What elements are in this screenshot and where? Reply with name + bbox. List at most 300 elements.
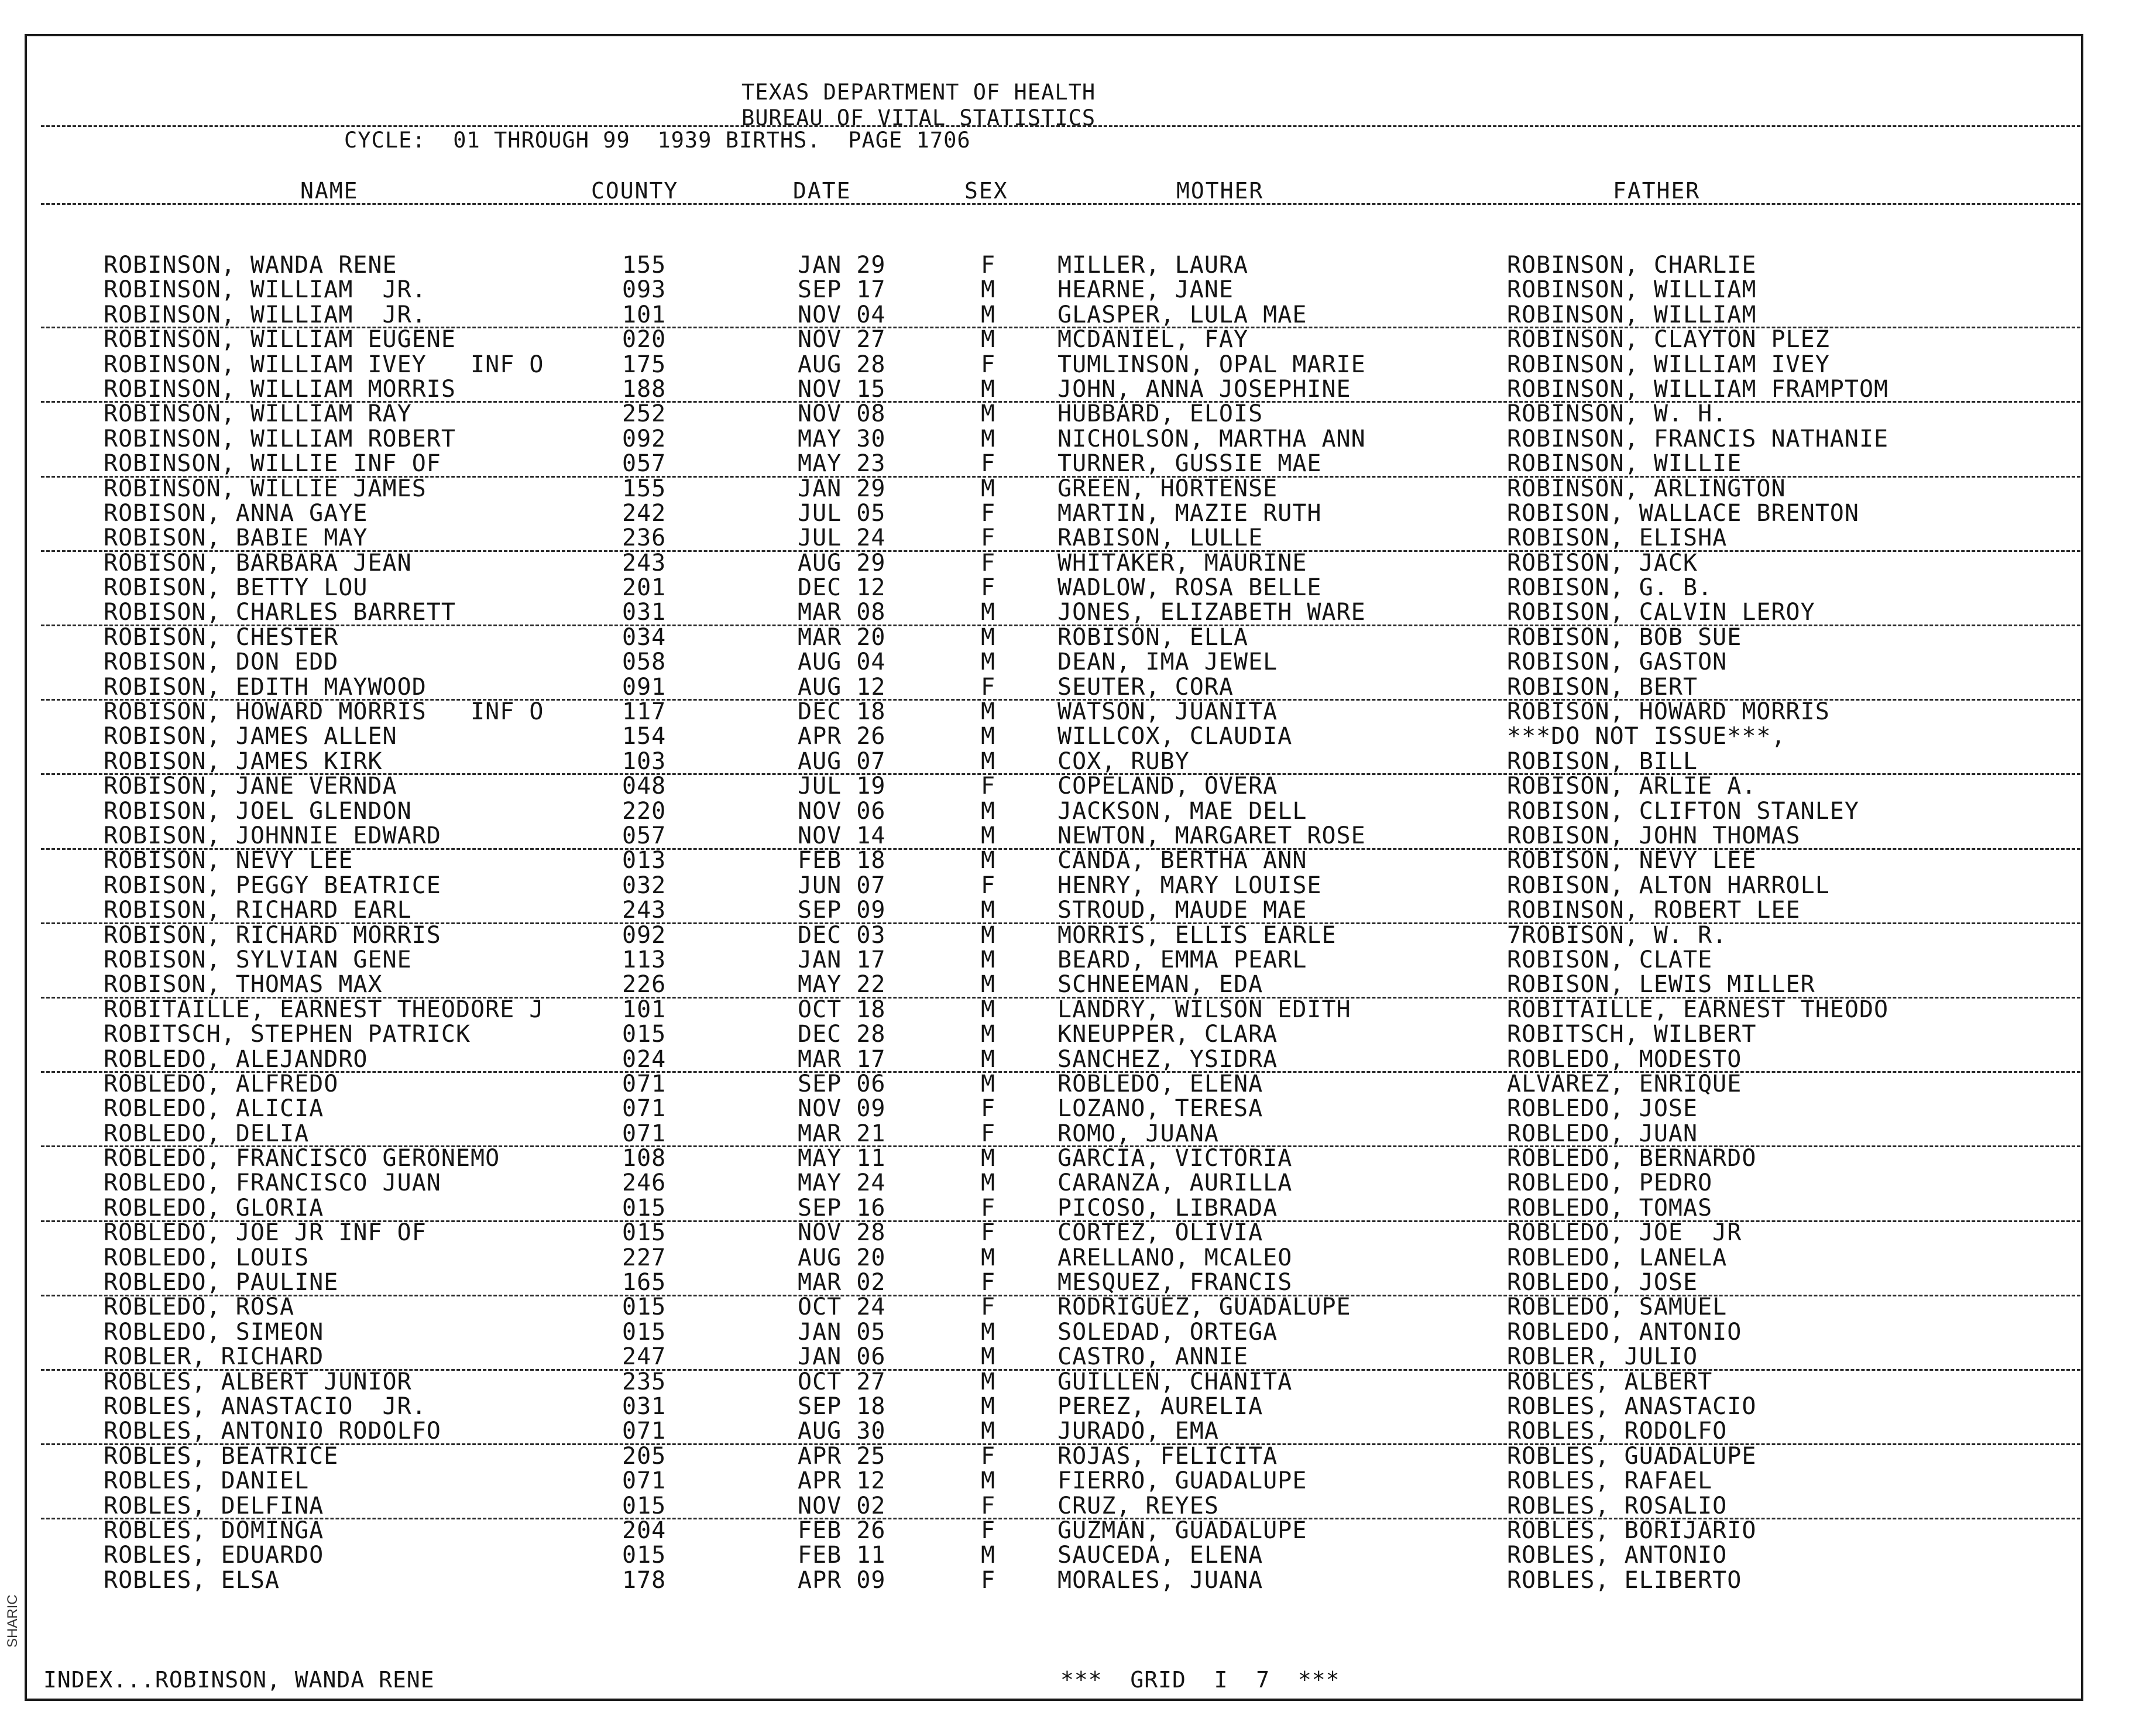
table-row <box>0 402 2153 426</box>
cell-county: 165 <box>622 1269 667 1296</box>
cell-mother: TUMLINSON, OPAL MARIE <box>1057 351 1366 378</box>
cell-mother: PICOSO, LIBRADA <box>1057 1194 1278 1222</box>
cell-father: ROBINSON, WILLIAM <box>1507 276 1757 304</box>
cell-sex: F <box>981 1095 996 1123</box>
cell-father: ROBISON, ALTON HARROLL <box>1507 872 1830 899</box>
table-row <box>0 799 2153 824</box>
cell-father: ROBISON, NEVY LEE <box>1507 847 1757 874</box>
cell-father: ROBLES, ANTONIO <box>1507 1542 1728 1569</box>
table-row <box>0 1370 2153 1394</box>
cell-date: DEC 12 <box>798 574 886 602</box>
cell-mother: ARELLANO, MCALEO <box>1057 1244 1293 1271</box>
cell-name: ROBINSON, WILLIAM JR. <box>104 301 427 328</box>
cell-sex: M <box>981 847 996 874</box>
cell-mother: DEAN, IMA JEWEL <box>1057 649 1278 676</box>
cell-name: ROBLEDO, DELIA <box>104 1120 310 1147</box>
cell-father: ROBINSON, CLAYTON PLEZ <box>1507 326 1830 354</box>
cell-mother: RABISON, LULLE <box>1057 524 1263 552</box>
table-row <box>0 923 2153 948</box>
cell-sex: M <box>981 723 996 750</box>
table-row <box>0 898 2153 922</box>
cell-date: MAR 17 <box>798 1045 886 1073</box>
cell-father: ROBISON, JOHN THOMAS <box>1507 822 1801 849</box>
table-row <box>0 1419 2153 1443</box>
cell-sex: M <box>981 400 996 428</box>
cell-mother: SANCHEZ, YSIDRA <box>1057 1045 1278 1073</box>
cell-county: 155 <box>622 252 667 279</box>
cell-mother: CARANZA, AURILLA <box>1057 1169 1293 1197</box>
cell-county: 178 <box>622 1566 667 1594</box>
cell-date: FEB 26 <box>798 1517 886 1544</box>
cell-name: ROBLEDO, GLORIA <box>104 1194 324 1222</box>
cell-date: NOV 27 <box>798 326 886 354</box>
table-row <box>0 551 2153 575</box>
cell-name: ROBISON, BARBARA JEAN <box>104 549 412 577</box>
cell-name: ROBLES, ANTONIO RODOLFO <box>104 1418 441 1445</box>
cell-county: 201 <box>622 574 667 602</box>
cell-father: ROBLEDO, TOMAS <box>1507 1194 1713 1222</box>
cell-name: ROBISON, DON EDD <box>104 649 339 676</box>
cell-name: ROBITAILLE, EARNEST THEODORE J <box>104 996 544 1023</box>
cell-father: ROBISON, CALVIN LEROY <box>1507 599 1815 626</box>
cell-name: ROBINSON, WILLIAM IVEY INF O <box>104 351 544 378</box>
cell-date: OCT 24 <box>798 1294 886 1321</box>
cell-date: AUG 29 <box>798 549 886 577</box>
cell-father: ROBISON, WALLACE BRENTON <box>1507 499 1859 527</box>
cell-name: ROBISON, RICHARD MORRIS <box>104 921 441 949</box>
table-row <box>0 650 2153 674</box>
cell-father: ROBLEDO, LANELA <box>1507 1244 1728 1271</box>
cell-father: ROBISON, BILL <box>1507 747 1698 775</box>
cell-county: 031 <box>622 1392 667 1420</box>
cell-date: AUG 20 <box>798 1244 886 1271</box>
cell-sex: M <box>981 797 996 825</box>
cell-mother: CORTEZ, OLIVIA <box>1057 1219 1263 1247</box>
cell-date: SEP 09 <box>798 897 886 924</box>
cell-date: FEB 11 <box>798 1542 886 1569</box>
cell-mother: HUBBARD, ELOIS <box>1057 400 1263 428</box>
cell-sex: M <box>981 1021 996 1048</box>
cell-sex: M <box>981 375 996 403</box>
cell-name: ROBISON, JAMES ALLEN <box>104 723 397 750</box>
cell-name: ROBITSCH, STEPHEN PATRICK <box>104 1021 471 1048</box>
cell-date: NOV 08 <box>798 400 886 428</box>
cell-county: 015 <box>622 1294 667 1321</box>
cell-father: ROBLES, ROSALIO <box>1507 1492 1728 1519</box>
cell-father: ROBLES, GUADALUPE <box>1507 1442 1757 1470</box>
cell-county: 071 <box>622 1418 667 1445</box>
table-row <box>0 451 2153 476</box>
column-header-divider <box>41 203 2080 205</box>
cell-county: 117 <box>622 698 667 726</box>
cell-mother: NEWTON, MARGARET ROSE <box>1057 822 1366 849</box>
cell-date: MAY 30 <box>798 425 886 452</box>
cell-mother: CRUZ, REYES <box>1057 1492 1219 1519</box>
cell-father: ROBINSON, FRANCIS NATHANIE <box>1507 425 1889 452</box>
table-row <box>0 501 2153 526</box>
cell-mother: GLASPER, LULA MAE <box>1057 301 1307 328</box>
cell-county: 220 <box>622 797 667 825</box>
cell-father: ROBLEDO, ANTONIO <box>1507 1318 1742 1346</box>
cell-county: 015 <box>622 1194 667 1222</box>
cell-name: ROBISON, CHESTER <box>104 623 339 651</box>
cell-date: NOV 04 <box>798 301 886 328</box>
cell-county: 247 <box>622 1343 667 1371</box>
cell-name: ROBISON, SYLVIAN GENE <box>104 946 412 973</box>
cell-date: JAN 29 <box>798 252 886 279</box>
cell-sex: F <box>981 1517 996 1544</box>
cell-county: 243 <box>622 549 667 577</box>
table-row <box>0 724 2153 749</box>
cell-mother: SOLEDAD, ORTEGA <box>1057 1318 1278 1346</box>
cell-name: ROBISON, THOMAS MAX <box>104 971 383 999</box>
cell-county: 071 <box>622 1120 667 1147</box>
cell-name: ROBLES, DELFINA <box>104 1492 324 1519</box>
cell-county: 092 <box>622 425 667 452</box>
column-header-name: NAME <box>300 178 359 204</box>
cell-sex: F <box>981 351 996 378</box>
cell-father: ROBISON, HOWARD MORRIS <box>1507 698 1830 726</box>
cell-date: JAN 05 <box>798 1318 886 1346</box>
column-header-county: COUNTY <box>591 178 679 204</box>
cell-sex: F <box>981 574 996 602</box>
cell-mother: JACKSON, MAE DELL <box>1057 797 1307 825</box>
cell-name: ROBISON, HOWARD MORRIS INF O <box>104 698 544 726</box>
cell-date: APR 12 <box>798 1467 886 1495</box>
cell-county: 103 <box>622 747 667 775</box>
cell-date: NOV 06 <box>798 797 886 825</box>
table-row <box>0 997 2153 1022</box>
cell-mother: ROJAS, FELICITA <box>1057 1442 1278 1470</box>
cell-date: JUL 24 <box>798 524 886 552</box>
cell-mother: PEREZ, AURELIA <box>1057 1392 1263 1420</box>
cell-county: 226 <box>622 971 667 999</box>
cell-mother: LANDRY, WILSON EDITH <box>1057 996 1351 1023</box>
cell-name: ROBINSON, WILLIE INF OF <box>104 450 441 478</box>
cell-name: ROBLES, ANASTACIO JR. <box>104 1392 427 1420</box>
cell-sex: M <box>981 921 996 949</box>
cell-name: ROBLEDO, FRANCISCO JUAN <box>104 1169 441 1197</box>
cell-mother: JURADO, EMA <box>1057 1418 1219 1445</box>
cell-father: ROBISON, GASTON <box>1507 649 1728 676</box>
cell-sex: M <box>981 897 996 924</box>
table-row <box>0 774 2153 798</box>
cell-mother: JOHN, ANNA JOSEPHINE <box>1057 375 1351 403</box>
cell-date: JAN 17 <box>798 946 886 973</box>
cell-sex: F <box>981 1120 996 1147</box>
cell-name: ROBLEDO, ROSA <box>104 1294 295 1321</box>
header-divider <box>41 125 2080 127</box>
cell-father: ROBINSON, ROBERT LEE <box>1507 897 1801 924</box>
cell-father: ROBISON, BOB SUE <box>1507 623 1742 651</box>
cell-father: ROBINSON, CHARLIE <box>1507 252 1757 279</box>
cell-county: 015 <box>622 1542 667 1569</box>
cell-mother: CANDA, BERTHA ANN <box>1057 847 1307 874</box>
table-row <box>0 1047 2153 1072</box>
cell-county: 227 <box>622 1244 667 1271</box>
cell-date: FEB 18 <box>798 847 886 874</box>
cell-sex: M <box>981 301 996 328</box>
cell-sex: M <box>981 1392 996 1420</box>
cell-county: 101 <box>622 301 667 328</box>
cell-name: ROBLES, ALBERT JUNIOR <box>104 1368 412 1395</box>
cell-mother: ROBISON, ELLA <box>1057 623 1249 651</box>
cell-name: ROBINSON, WILLIAM JR. <box>104 276 427 304</box>
cell-mother: MORRIS, ELLIS EARLE <box>1057 921 1337 949</box>
cell-name: ROBLEDO, PAULINE <box>104 1269 339 1296</box>
table-row <box>0 1096 2153 1121</box>
cell-sex: M <box>981 996 996 1023</box>
table-row <box>0 1568 2153 1593</box>
cell-father: ROBISON, LEWIS MILLER <box>1507 971 1815 999</box>
index-footer: INDEX...ROBINSON, WANDA RENE <box>43 1667 435 1693</box>
cell-mother: HENRY, MARY LOUISE <box>1057 872 1322 899</box>
cell-date: SEP 06 <box>798 1070 886 1097</box>
cell-sex: F <box>981 872 996 899</box>
cell-father: ROBINSON, WILLIE <box>1507 450 1742 478</box>
cell-sex: F <box>981 549 996 577</box>
cell-sex: F <box>981 252 996 279</box>
cell-date: JAN 29 <box>798 475 886 502</box>
cell-name: ROBINSON, WILLIAM EUGENE <box>104 326 456 354</box>
cell-father: ROBISON, BERT <box>1507 673 1698 701</box>
cell-date: APR 09 <box>798 1566 886 1594</box>
table-row <box>0 699 2153 724</box>
cell-father: ROBISON, CLIFTON STANLEY <box>1507 797 1859 825</box>
cell-father: ROBINSON, WILLIAM <box>1507 301 1757 328</box>
cell-mother: ROMO, JUANA <box>1057 1120 1219 1147</box>
cell-name: ROBLEDO, FRANCISCO GERONEMO <box>104 1145 500 1172</box>
cell-date: AUG 07 <box>798 747 886 775</box>
cell-name: ROBISON, BABIE MAY <box>104 524 368 552</box>
table-row <box>0 377 2153 402</box>
table-row <box>0 352 2153 377</box>
cell-name: ROBLEDO, ALICIA <box>104 1095 324 1123</box>
table-row <box>0 1469 2153 1493</box>
cell-county: 155 <box>622 475 667 502</box>
cell-county: 175 <box>622 351 667 378</box>
table-row <box>0 1196 2153 1220</box>
cell-date: DEC 18 <box>798 698 886 726</box>
cell-sex: M <box>981 276 996 304</box>
cell-county: 071 <box>622 1467 667 1495</box>
cell-name: ROBISON, EDITH MAYWOOD <box>104 673 427 701</box>
cell-father: 7ROBISON, W. R. <box>1507 921 1728 949</box>
cell-county: 113 <box>622 946 667 973</box>
cell-sex: M <box>981 649 996 676</box>
table-row <box>0 1344 2153 1369</box>
cell-date: NOV 02 <box>798 1492 886 1519</box>
cell-sex: M <box>981 946 996 973</box>
cell-father: ROBITAILLE, EARNEST THEODO <box>1507 996 1889 1023</box>
cell-name: ROBLEDO, JOE JR INF OF <box>104 1219 427 1247</box>
cell-sex: F <box>981 673 996 701</box>
cell-mother: MILLER, LAURA <box>1057 252 1249 279</box>
cell-sex: M <box>981 425 996 452</box>
cell-mother: COX, RUBY <box>1057 747 1190 775</box>
table-row <box>0 824 2153 848</box>
table-row <box>0 948 2153 972</box>
cell-sex: M <box>981 1145 996 1172</box>
table-row <box>0 1543 2153 1567</box>
cell-sex: M <box>981 1343 996 1371</box>
cell-mother: MARTIN, MAZIE RUTH <box>1057 499 1322 527</box>
cell-name: ROBLES, ELSA <box>104 1566 280 1594</box>
cell-mother: GARCIA, VICTORIA <box>1057 1145 1293 1172</box>
cell-sex: F <box>981 1269 996 1296</box>
cell-county: 235 <box>622 1368 667 1395</box>
cell-sex: M <box>981 1070 996 1097</box>
cell-mother: SEUTER, CORA <box>1057 673 1234 701</box>
cell-name: ROBISON, JOHNNIE EDWARD <box>104 822 441 849</box>
cell-sex: M <box>981 1418 996 1445</box>
cell-county: 032 <box>622 872 667 899</box>
cell-county: 236 <box>622 524 667 552</box>
cell-name: ROBISON, NEVY LEE <box>104 847 353 874</box>
table-row <box>0 749 2153 774</box>
table-row <box>0 1518 2153 1543</box>
cell-date: SEP 16 <box>798 1194 886 1222</box>
cell-father: ROBLES, ELIBERTO <box>1507 1566 1742 1594</box>
cell-father: ROBINSON, ARLINGTON <box>1507 475 1786 502</box>
cell-date: OCT 18 <box>798 996 886 1023</box>
cell-date: AUG 04 <box>798 649 886 676</box>
cell-date: NOV 15 <box>798 375 886 403</box>
table-row <box>0 1444 2153 1469</box>
cell-name: ROBINSON, WILLIAM MORRIS <box>104 375 456 403</box>
cell-date: DEC 28 <box>798 1021 886 1048</box>
cell-name: ROBINSON, WILLIAM ROBERT <box>104 425 456 452</box>
cell-name: ROBLES, BEATRICE <box>104 1442 339 1470</box>
cell-mother: WHITAKER, MAURINE <box>1057 549 1307 577</box>
cell-father: ROBLEDO, JOSE <box>1507 1095 1698 1123</box>
cell-county: 058 <box>622 649 667 676</box>
cell-date: SEP 17 <box>798 276 886 304</box>
cell-sex: M <box>981 1045 996 1073</box>
cell-date: AUG 28 <box>798 351 886 378</box>
cell-mother: JONES, ELIZABETH WARE <box>1057 599 1366 626</box>
cell-sex: M <box>981 326 996 354</box>
cell-county: 071 <box>622 1095 667 1123</box>
table-row <box>0 1220 2153 1245</box>
cell-county: 034 <box>622 623 667 651</box>
cell-name: ROBISON, BETTY LOU <box>104 574 368 602</box>
cell-mother: RODRIGUEZ, GUADALUPE <box>1057 1294 1351 1321</box>
cell-date: MAR 02 <box>798 1269 886 1296</box>
cell-county: 154 <box>622 723 667 750</box>
cell-county: 057 <box>622 450 667 478</box>
department-title: TEXAS DEPARTMENT OF HEALTH <box>741 80 1096 105</box>
column-header-father: FATHER <box>1613 178 1701 204</box>
cell-county: 252 <box>622 400 667 428</box>
cell-name: ROBISON, JAMES KIRK <box>104 747 383 775</box>
cell-date: JAN 06 <box>798 1343 886 1371</box>
cell-father: ALVAREZ, ENRIQUE <box>1507 1070 1742 1097</box>
table-row <box>0 526 2153 550</box>
cell-county: 071 <box>622 1070 667 1097</box>
cell-mother: NICHOLSON, MARTHA ANN <box>1057 425 1366 452</box>
cell-sex: M <box>981 698 996 726</box>
cell-date: SEP 18 <box>798 1392 886 1420</box>
table-row <box>0 972 2153 997</box>
cell-sex: M <box>981 1467 996 1495</box>
table-row <box>0 277 2153 302</box>
cell-name: ROBISON, ANNA GAYE <box>104 499 368 527</box>
table-row <box>0 1394 2153 1419</box>
cell-father: ROBLES, RODOLFO <box>1507 1418 1728 1445</box>
cell-date: NOV 09 <box>798 1095 886 1123</box>
cell-county: 091 <box>622 673 667 701</box>
table-row <box>0 327 2153 352</box>
cell-sex: F <box>981 1294 996 1321</box>
cell-sex: F <box>981 1442 996 1470</box>
cell-name: ROBLEDO, ALFREDO <box>104 1070 339 1097</box>
cell-mother: WATSON, JUANITA <box>1057 698 1278 726</box>
cell-father: ROBISON, G. B. <box>1507 574 1713 602</box>
cell-sex: F <box>981 499 996 527</box>
cell-sex: F <box>981 1194 996 1222</box>
cell-father: ROBLEDO, BERNARDO <box>1507 1145 1757 1172</box>
cell-father: ROBLES, BORIJARIO <box>1507 1517 1757 1544</box>
table-row <box>0 303 2153 327</box>
cell-mother: HEARNE, JANE <box>1057 276 1234 304</box>
cell-mother: LOZANO, TERESA <box>1057 1095 1263 1123</box>
table-row <box>0 1246 2153 1270</box>
cell-county: 015 <box>622 1318 667 1346</box>
table-row <box>0 253 2153 277</box>
cell-father: ROBISON, CLATE <box>1507 946 1713 973</box>
cell-sex: M <box>981 971 996 999</box>
table-row <box>0 1171 2153 1195</box>
cell-mother: SCHNEEMAN, EDA <box>1057 971 1263 999</box>
cell-name: ROBLER, RICHARD <box>104 1343 324 1371</box>
cell-county: 015 <box>622 1021 667 1048</box>
cell-name: ROBISON, RICHARD EARL <box>104 897 412 924</box>
cell-mother: KNEUPPER, CLARA <box>1057 1021 1278 1048</box>
cell-date: MAY 22 <box>798 971 886 999</box>
side-mark: SHARIC <box>5 1594 20 1648</box>
cell-sex: F <box>981 773 996 800</box>
cell-date: OCT 27 <box>798 1368 886 1395</box>
cell-mother: COPELAND, OVERA <box>1057 773 1278 800</box>
cell-date: NOV 14 <box>798 822 886 849</box>
table-row <box>0 675 2153 699</box>
table-row <box>0 1494 2153 1518</box>
cell-date: JUL 05 <box>798 499 886 527</box>
cell-sex: M <box>981 1169 996 1197</box>
table-row <box>0 625 2153 650</box>
table-row <box>0 1121 2153 1146</box>
cell-sex: M <box>981 475 996 502</box>
records-table <box>0 253 2153 1593</box>
cell-mother: WILLCOX, CLAUDIA <box>1057 723 1293 750</box>
cell-father: ROBLEDO, SAMUEL <box>1507 1294 1728 1321</box>
column-header-sex: SEX <box>964 178 1008 204</box>
cell-county: 246 <box>622 1169 667 1197</box>
cell-name: ROBISON, JOEL GLENDON <box>104 797 412 825</box>
cell-father: ROBINSON, WILLIAM FRAMPTOM <box>1507 375 1889 403</box>
cell-father: ROBISON, JACK <box>1507 549 1698 577</box>
cell-sex: F <box>981 450 996 478</box>
table-row <box>0 1320 2153 1344</box>
cell-mother: MCDANIEL, FAY <box>1057 326 1249 354</box>
column-header-mother: MOTHER <box>1176 178 1264 204</box>
cell-father: ROBLES, RAFAEL <box>1507 1467 1713 1495</box>
cell-father: ROBINSON, WILLIAM IVEY <box>1507 351 1830 378</box>
cell-date: AUG 12 <box>798 673 886 701</box>
table-row <box>0 1295 2153 1319</box>
cell-name: ROBLES, EDUARDO <box>104 1542 324 1569</box>
